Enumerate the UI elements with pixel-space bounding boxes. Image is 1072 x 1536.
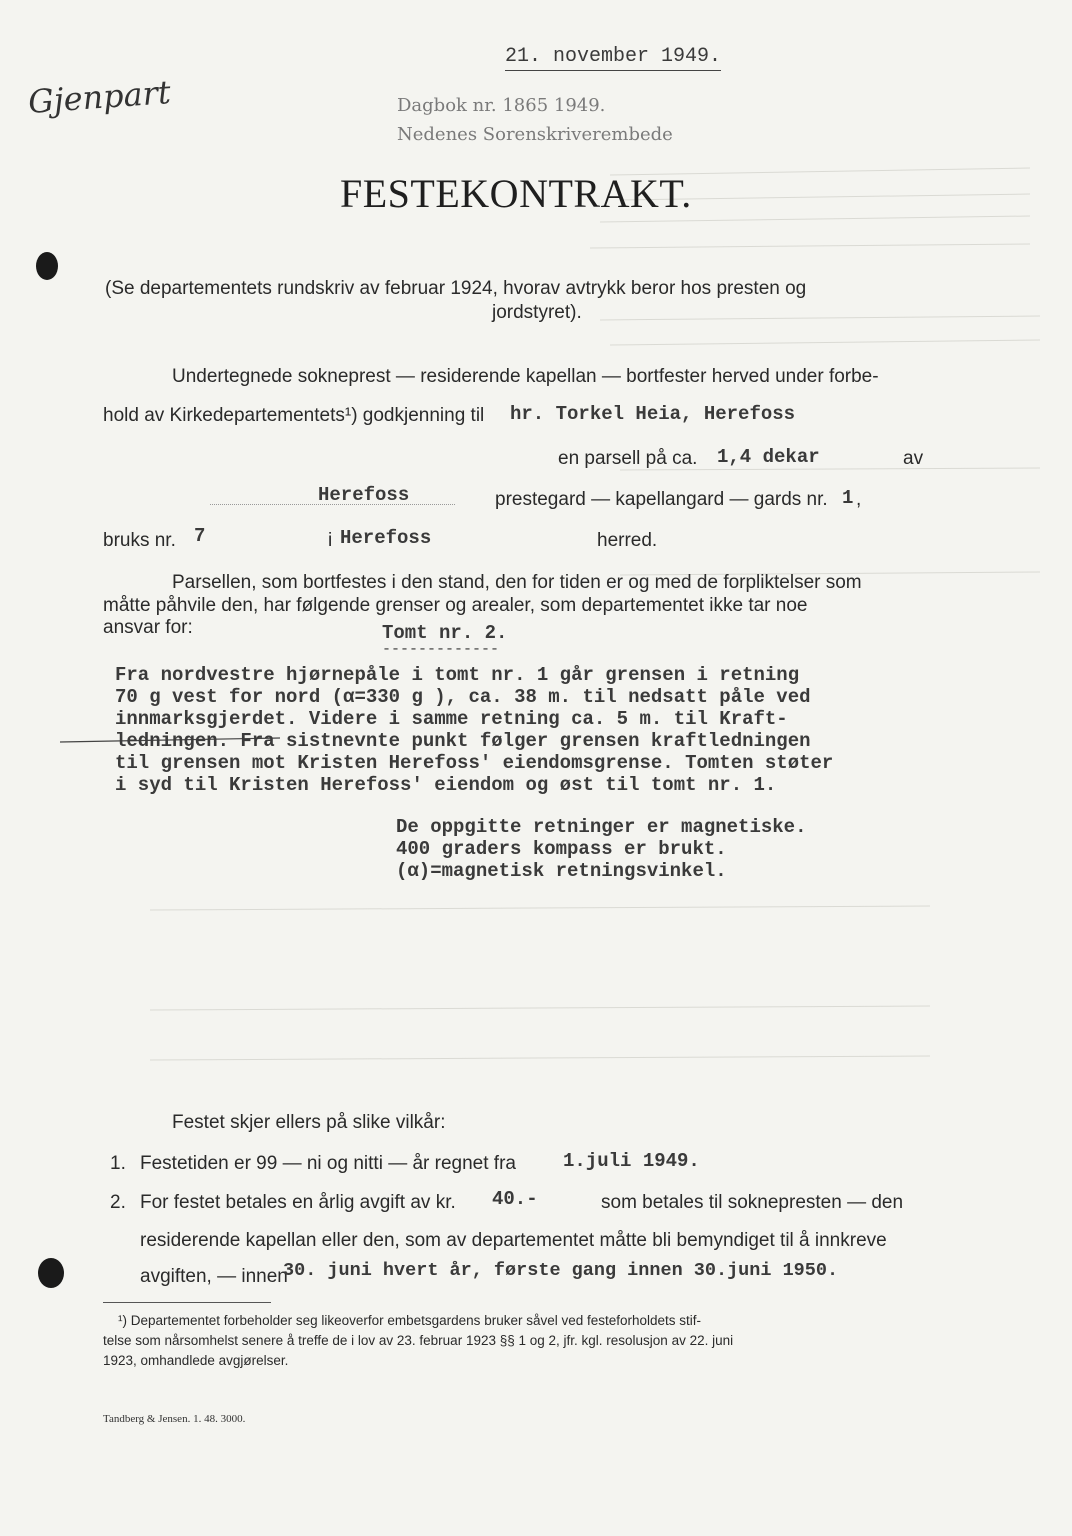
terms-intro: Festet skjer ellers på slike vilkår: — [172, 1112, 446, 1133]
payment-deadline: 30. juni hvert år, første gang innen 30.juni 1950. — [283, 1260, 839, 1281]
printer-imprint: Tandberg & Jensen. 1. 48. 3000. — [103, 1413, 246, 1425]
gards-number: 1 — [842, 487, 854, 509]
para2-line-1: Parsellen, som bortfestes i den stand, den for tiden er og med de forpliktelser som — [172, 572, 862, 593]
intro-line-2: jordstyret). — [492, 302, 582, 323]
parcel-label: en parsell på ca. — [558, 448, 698, 469]
document-date: 21. november 1949. — [505, 45, 721, 71]
tomt-heading: Tomt nr. 2. — [382, 622, 508, 644]
boundary-line: Fra nordvestre hjørnepåle i tomt nr. 1 går grensen i retning — [115, 664, 800, 686]
punch-hole-mark — [36, 252, 58, 280]
term-2-line-1: For festet betales en årlig avgift av kr. — [140, 1192, 456, 1213]
page-title: FESTEKONTRAKT. — [340, 171, 692, 216]
court-office-stamp: Nedenes Sorenskriverembede — [397, 124, 673, 145]
handwritten-note: Gjenpart — [26, 73, 172, 121]
term-2-line-3: avgiften, — innen — [140, 1266, 288, 1287]
parcel-av: av — [903, 448, 924, 469]
term-2-number: 2. — [110, 1192, 126, 1213]
para1-line-2: hold av Kirkedepartementets¹) godkjenning til — [103, 405, 485, 426]
annual-fee-amount: 40.- — [492, 1188, 538, 1210]
gards-comma: , — [856, 489, 862, 510]
footnote-line-2: telse som nårsomhelst senere å treffe de i lov av 23. februar 1923 §§ 1 og 2, jfr. kgl. resolusjon av 22. juni — [103, 1333, 734, 1348]
estate-name: Herefoss — [318, 484, 410, 506]
boundary-line: til grensen mot Kristen Herefoss' eiendomsgrense. Tomten støter — [115, 752, 834, 774]
boundary-line: ledningen. Fra sistnevnte punkt følger grensen kraftledningen — [115, 730, 811, 752]
estate-label: prestegard — kapellangard — gards nr. — [495, 489, 828, 510]
bruks-label: bruks nr. — [103, 530, 176, 551]
herred-label: herred. — [597, 530, 658, 551]
intro-line-1: (Se departementets rundskriv av februar 1924, hvorav avtrykk beror hos presten og — [105, 278, 807, 299]
bruks-number: 7 — [194, 525, 206, 547]
boundary-line: i syd til Kristen Herefoss' eiendom og øst til tomt nr. 1. — [115, 774, 777, 796]
i-label: i — [328, 530, 333, 551]
footnote-separator — [103, 1302, 271, 1303]
footnote-line-1: ¹) Departementet forbeholder seg likeoverfor embetsgardens bruker såvel ved festeforholdets stif- — [118, 1313, 702, 1328]
footnote-line-3: 1923, omhandlede avgjørelser. — [103, 1353, 289, 1368]
recipient-name: hr. Torkel Heia, Herefoss — [510, 403, 796, 425]
punch-hole-mark — [38, 1258, 64, 1288]
herred-name: Herefoss — [340, 527, 432, 549]
parcel-size: 1,4 dekar — [717, 446, 820, 468]
para1-line-1: Undertegnede sokneprest — residerende kapellan — bortfester herved under forbe- — [172, 366, 879, 387]
tomt-heading-rule: ------------- — [382, 641, 500, 658]
boundary-line: 70 g vest for nord (α=330 g ), ca. 38 m. til nedsatt påle ved — [115, 686, 811, 708]
term-2-line-1-end: som betales til soknepresten — den — [601, 1192, 904, 1213]
term-1-text: Festetiden er 99 — ni og nitti — år regnet fra — [140, 1153, 516, 1174]
para2-line-2: måtte påhvile den, har følgende grenser og arealer, som departementet ikke tar noe — [103, 595, 808, 616]
term-1-number: 1. — [110, 1153, 126, 1174]
diary-stamp-number: Dagbok nr. 1865 1949. — [397, 95, 606, 116]
boundary-line: innmarksgjerdet. Videre i samme retning ca. 5 m. til Kraft- — [115, 708, 788, 730]
compass-note: De oppgitte retninger er magnetiske. — [396, 816, 807, 838]
compass-note: 400 graders kompass er brukt. — [396, 838, 727, 860]
term-2-line-2: residerende kapellan eller den, som av departementet måtte bli bemyndiget til å innkreve — [140, 1230, 887, 1251]
term-1-start-date: 1.juli 1949. — [563, 1150, 700, 1172]
compass-note: (α)=magnetisk retningsvinkel. — [396, 860, 727, 882]
para2-line-3: ansvar for: — [103, 617, 193, 638]
